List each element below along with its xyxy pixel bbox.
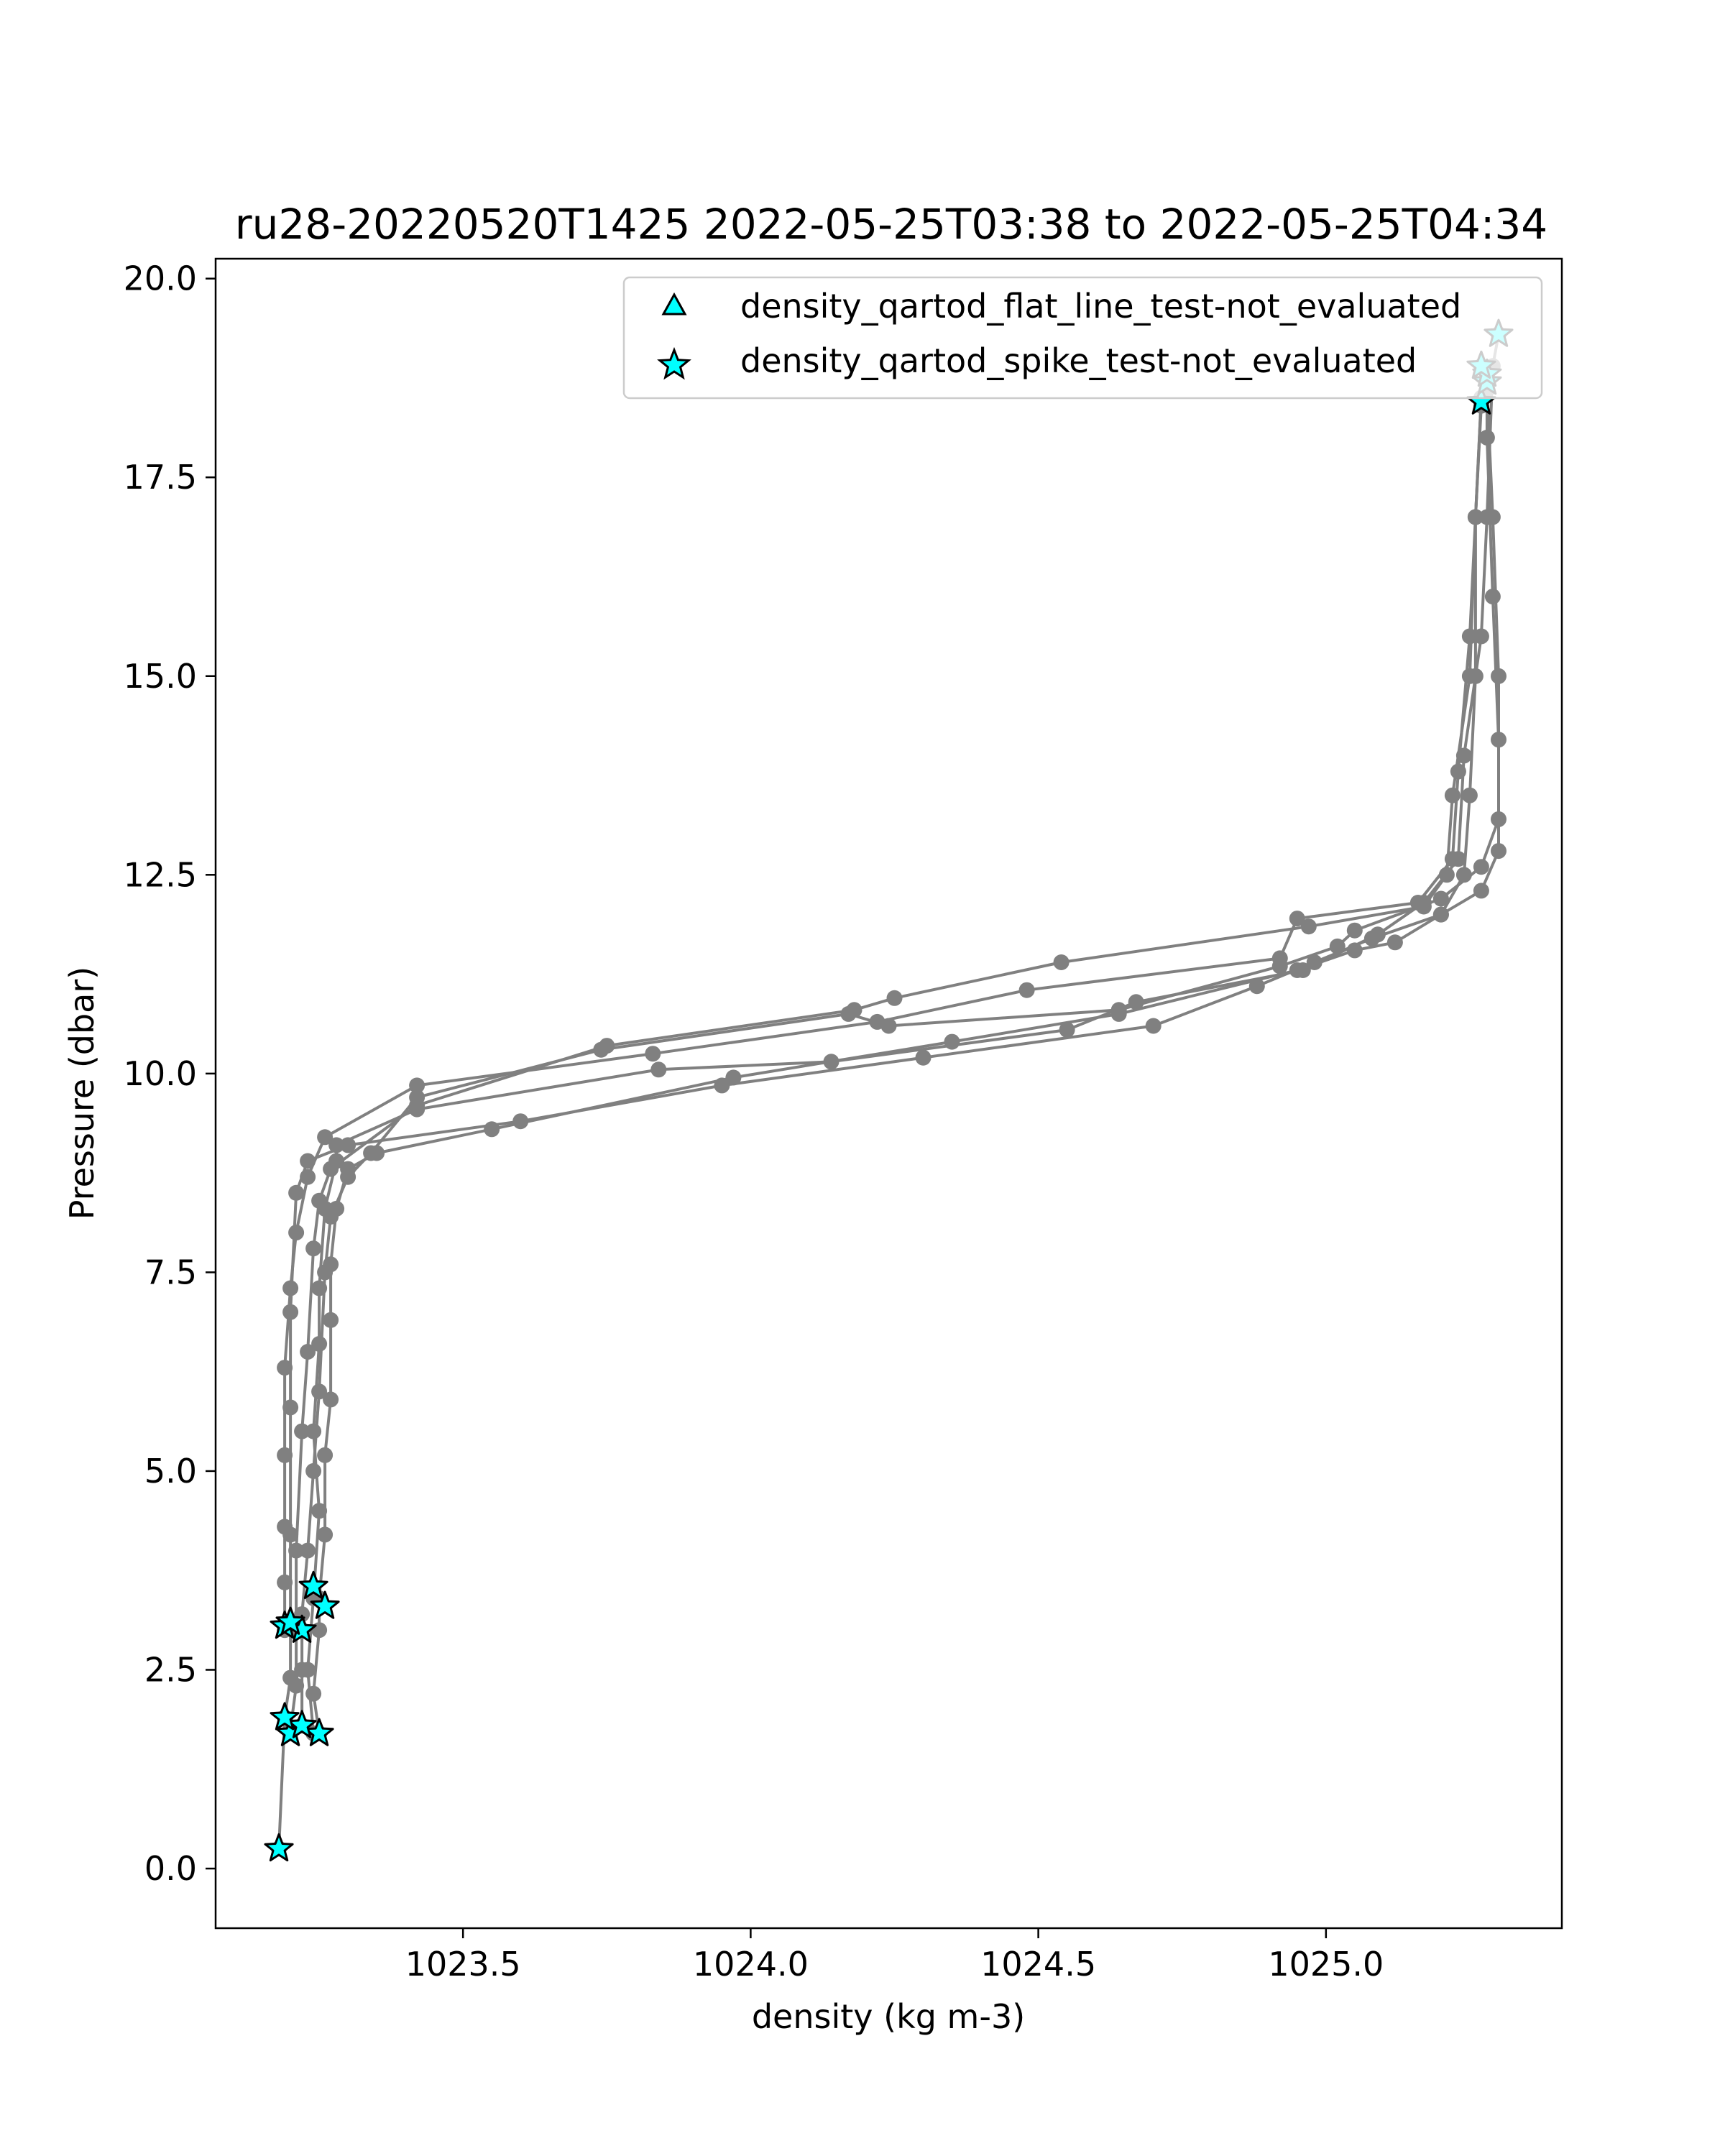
y-tick-label: 10.0 [123, 1054, 197, 1093]
profile-point [277, 1447, 293, 1463]
profile-point [409, 1102, 425, 1118]
profile-point [870, 1014, 886, 1030]
profile-point [317, 1447, 333, 1463]
profile-point [340, 1169, 356, 1185]
profile-point [1485, 589, 1501, 604]
legend [624, 277, 1542, 398]
profile-point [1491, 668, 1506, 684]
profile-point [1462, 628, 1478, 644]
profile-point [650, 1061, 666, 1077]
profile-point [311, 1336, 327, 1352]
profile-point [277, 1575, 293, 1590]
profile-point [1146, 1018, 1162, 1034]
y-tick-label: 2.5 [144, 1650, 197, 1690]
profile-point [1491, 843, 1506, 859]
profile-point [311, 1383, 327, 1399]
profile-point [1059, 1022, 1075, 1038]
profile-point [1128, 994, 1144, 1010]
profile-point [317, 1201, 333, 1217]
profile-point [277, 1519, 293, 1534]
x-tick-label: 1024.0 [692, 1945, 809, 1984]
profile-point [1295, 962, 1311, 978]
y-tick-label: 15.0 [123, 656, 197, 696]
profile-point [1450, 764, 1466, 780]
profile-point [300, 1169, 316, 1185]
profile-point [1410, 895, 1426, 911]
y-tick-label: 5.0 [144, 1451, 197, 1491]
profile-point [300, 1543, 316, 1559]
profile-point [328, 1153, 344, 1169]
profile-point [1491, 811, 1506, 827]
profile-point [311, 1503, 327, 1519]
y-tick-label: 0.0 [144, 1849, 197, 1889]
profile-point [916, 1050, 932, 1066]
profile-point [305, 1240, 321, 1256]
profile-point [277, 1360, 293, 1376]
profile-point [725, 1069, 741, 1085]
profile-point [1462, 788, 1478, 803]
profile-point [1445, 851, 1460, 867]
profile-point [288, 1185, 304, 1201]
profile-point [363, 1146, 379, 1161]
y-tick-label: 17.5 [123, 458, 197, 497]
profile-point [1370, 926, 1386, 942]
profile-point [305, 1463, 321, 1479]
profile-point [1054, 954, 1070, 970]
profile-point [1272, 950, 1288, 966]
profile-point [409, 1077, 425, 1093]
legend-entry-spike: density_qartod_spike_test-not_evaluated [740, 341, 1417, 380]
profile-point [288, 1225, 304, 1240]
profile-point [887, 990, 903, 1006]
profile-point [824, 1054, 840, 1069]
x-tick-label: 1025.0 [1268, 1945, 1384, 1984]
profile-point [484, 1121, 500, 1137]
profile-point [1479, 430, 1495, 446]
profile-point [1019, 982, 1035, 998]
x-tick-label: 1024.5 [980, 1945, 1097, 1984]
y-tick-label: 7.5 [144, 1253, 197, 1292]
profile-point [323, 1312, 339, 1328]
profile-point [282, 1281, 298, 1296]
y-axis-label: Pressure (dbar) [63, 966, 101, 1220]
profile-point [1433, 891, 1449, 907]
profile-point [1289, 911, 1305, 926]
x-tick-label: 1023.5 [405, 1945, 521, 1984]
chart-title: ru28-20220520T1425 2022-05-25T03:38 to 2022-05-25T04:34 [234, 200, 1548, 249]
y-tick-label: 20.0 [123, 259, 197, 298]
x-axis-label: density (kg m-3) [751, 1997, 1026, 2036]
profile-point [300, 1662, 316, 1678]
profile-point [1433, 907, 1449, 923]
profile-point [305, 1424, 321, 1439]
profile-point [1387, 934, 1403, 950]
profile-point [1468, 510, 1484, 525]
y-tick-label: 12.5 [123, 855, 197, 895]
profile-point [1347, 923, 1363, 939]
profile-point [317, 1129, 333, 1145]
profile-point [645, 1046, 661, 1061]
profile-point [1473, 859, 1489, 875]
profile-point [841, 1006, 857, 1022]
legend-entry-flat-line: density_qartod_flat_line_test-not_evaluated [740, 287, 1462, 326]
profile-point [311, 1281, 327, 1296]
profile-point [1473, 883, 1489, 898]
profile-point [593, 1042, 609, 1058]
